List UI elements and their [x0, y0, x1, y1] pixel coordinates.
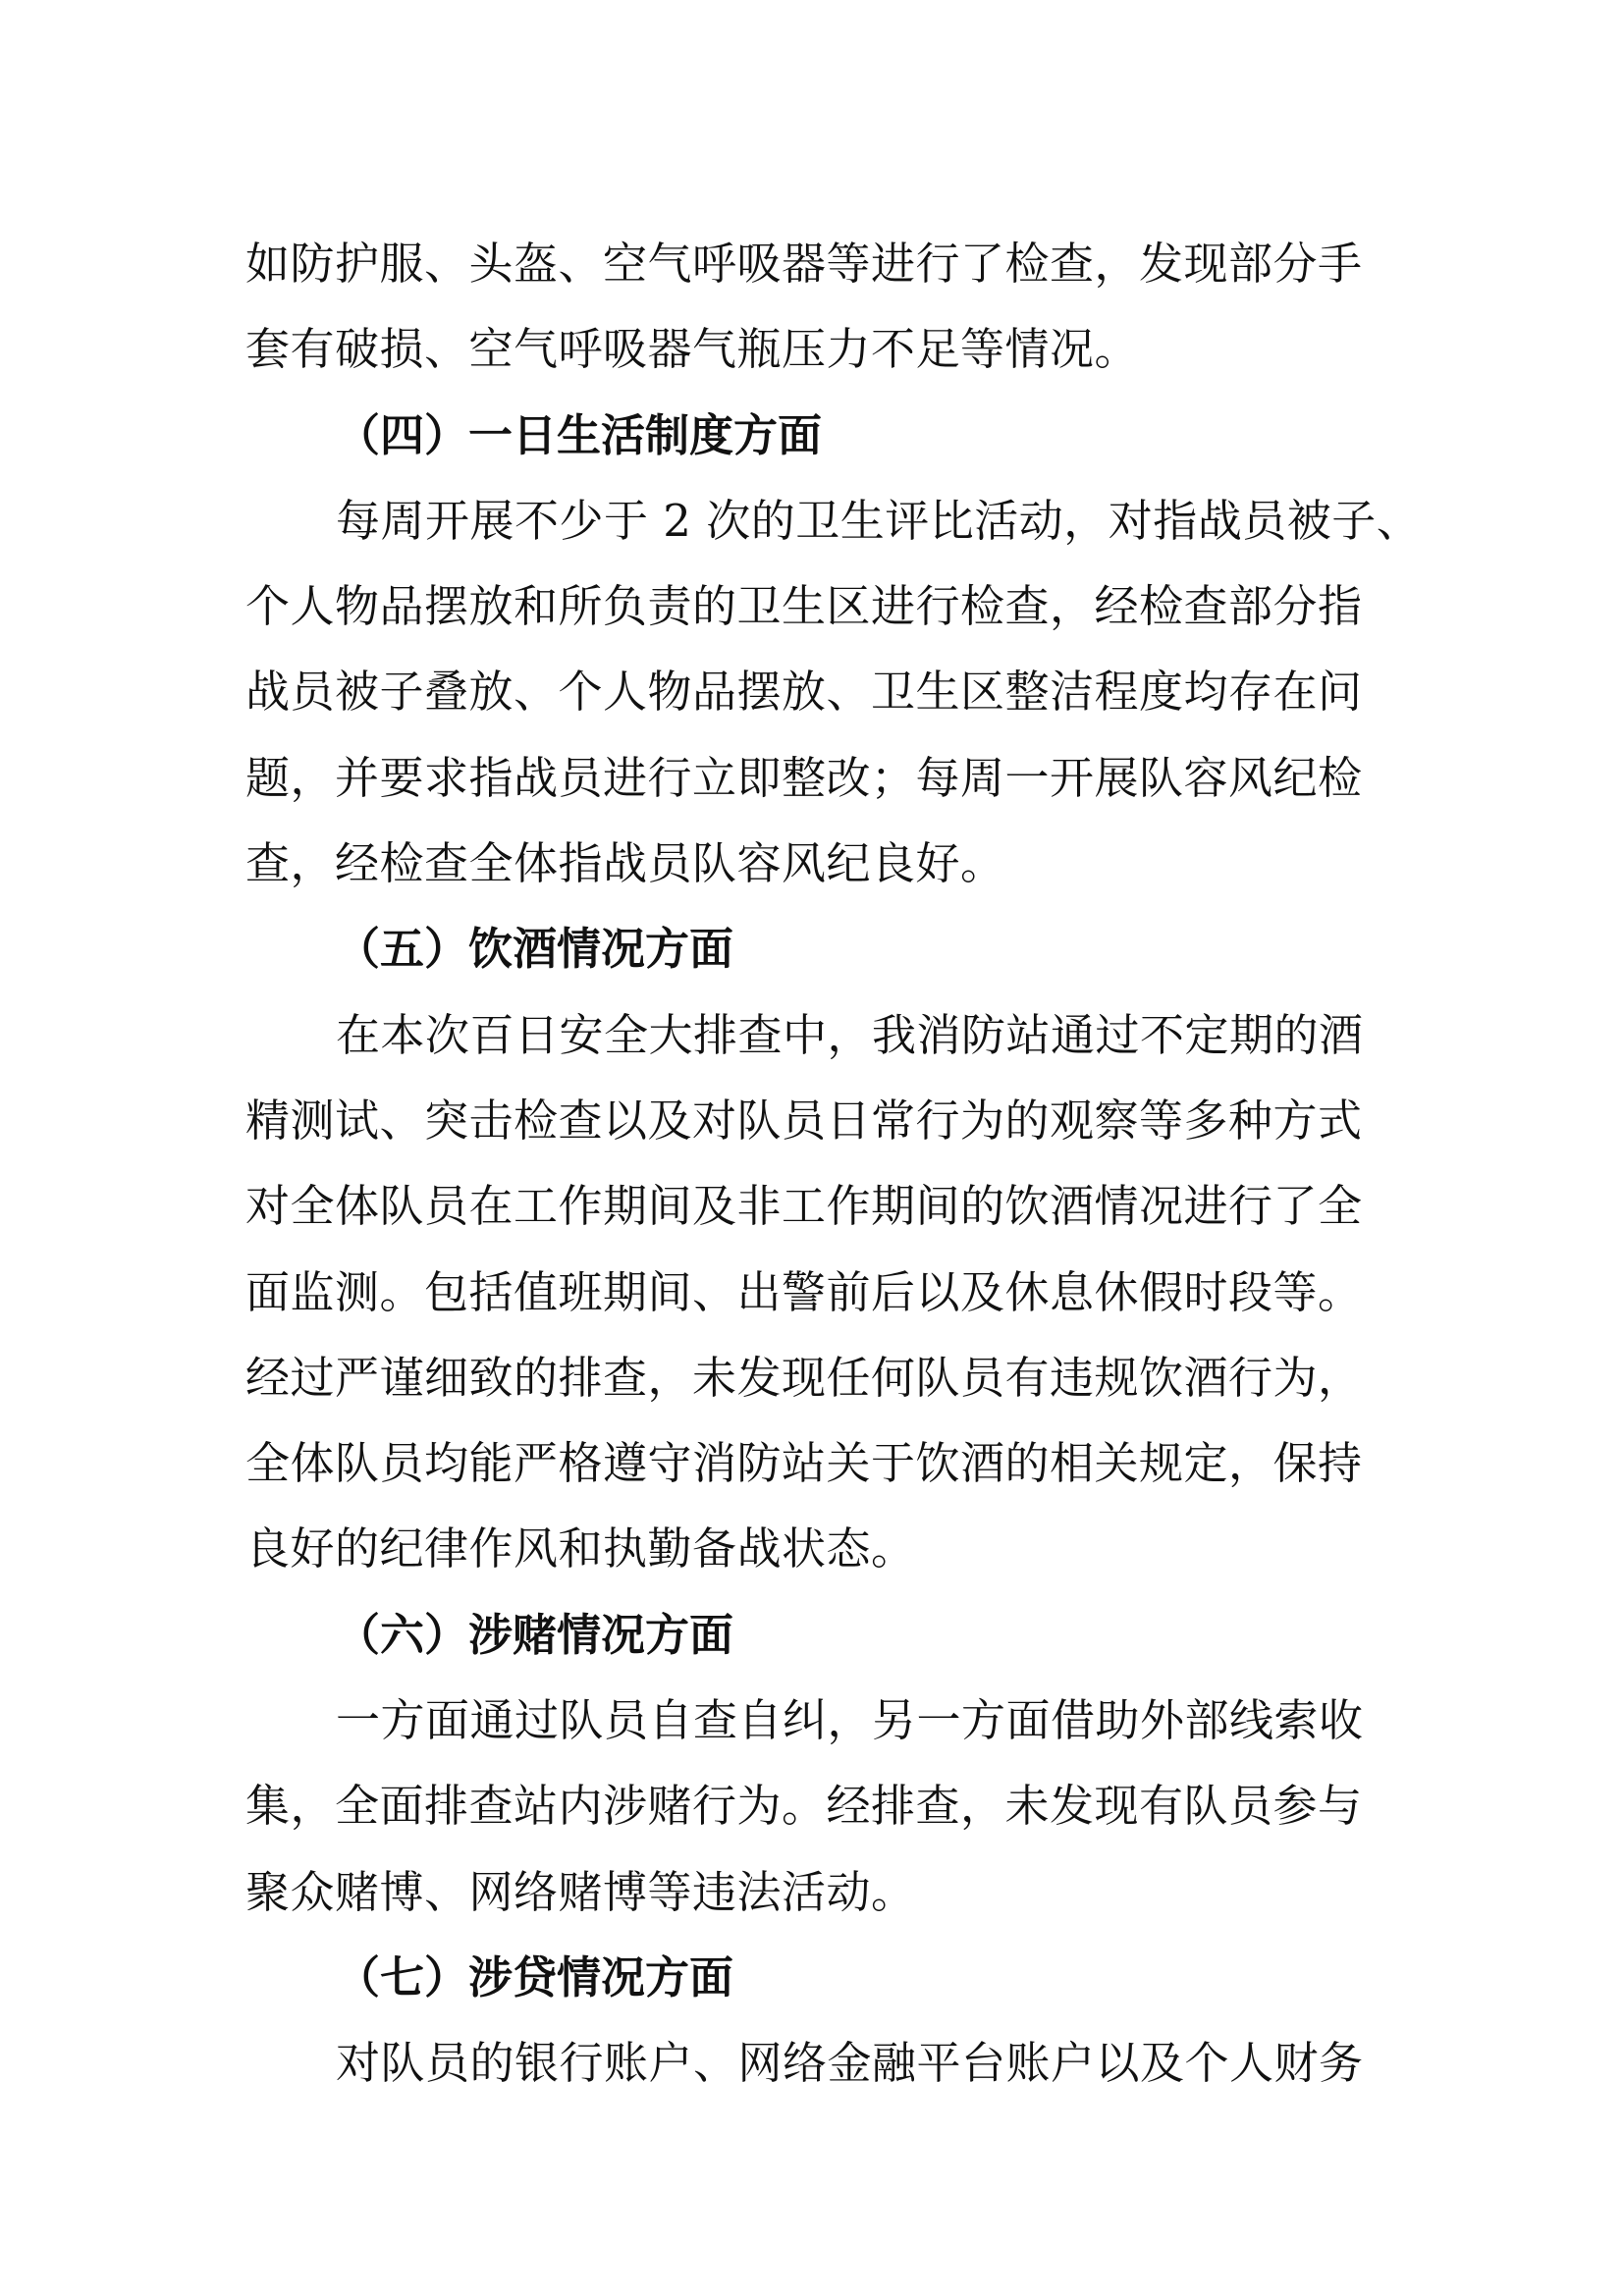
paragraph-line: 一方面通过队员自查自纠，另一方面借助外部线索收 — [336, 1694, 1364, 1747]
paragraph-line: 集，全面排查站内涉赌行为。经排查，未发现有队员参与 — [245, 1780, 1363, 1833]
paragraph-line: 对队员的银行账户、网络金融平台账户以及个人财务 — [336, 2037, 1364, 2090]
section-heading-6: （六）涉赌情况方面 — [336, 1608, 734, 1661]
paragraph-line: 对全体队员在工作期间及非工作期间的饮酒情况进行了全 — [245, 1180, 1363, 1233]
paragraph-line: 战员被子叠放、个人物品摆放、卫生区整洁程度均存在问 — [245, 666, 1363, 719]
paragraph-line: 良好的纪律作风和执勤备战状态。 — [245, 1522, 916, 1575]
paragraph-line: 面监测。包括值班期间、出警前后以及休息休假时段等。 — [245, 1265, 1363, 1318]
paragraph-line: 经过严谨细致的排查，未发现任何队员有违规饮酒行为， — [245, 1351, 1363, 1404]
paragraph-line: 如防护服、头盔、空气呼吸器等进行了检查，发现部分手 — [245, 238, 1363, 290]
section-heading-5: （五）饮酒情况方面 — [336, 923, 734, 976]
paragraph-line: 套有破损、空气呼吸器气瓶压力不足等情况。 — [245, 323, 1140, 376]
paragraph-line: 题，并要求指战员进行立即整改；每周一开展队容风纪检 — [245, 751, 1363, 804]
document-body — [245, 221, 1422, 2107]
paragraph-line: 每周开展不少于 2 次的卫生评比活动，对指战员被子、 — [336, 494, 1422, 547]
paragraph-line: 在本次百日安全大排查中，我消防站通过不定期的酒 — [336, 1008, 1364, 1061]
paragraph-line: 聚众赌博、网络赌博等违法活动。 — [245, 1865, 916, 1918]
section-heading-7: （七）涉贷情况方面 — [336, 1950, 734, 2003]
paragraph-line: 全体队员均能严格遵守消防站关于饮酒的相关规定，保持 — [245, 1437, 1363, 1490]
paragraph-line: 查，经检查全体指战员队容风纪良好。 — [245, 837, 1005, 890]
section-heading-4: （四）一日生活制度方面 — [336, 408, 823, 461]
paragraph-line: 精测试、突击检查以及对队员日常行为的观察等多种方式 — [245, 1094, 1363, 1147]
paragraph-line: 个人物品摆放和所负责的卫生区进行检查，经检查部分指 — [245, 580, 1363, 633]
